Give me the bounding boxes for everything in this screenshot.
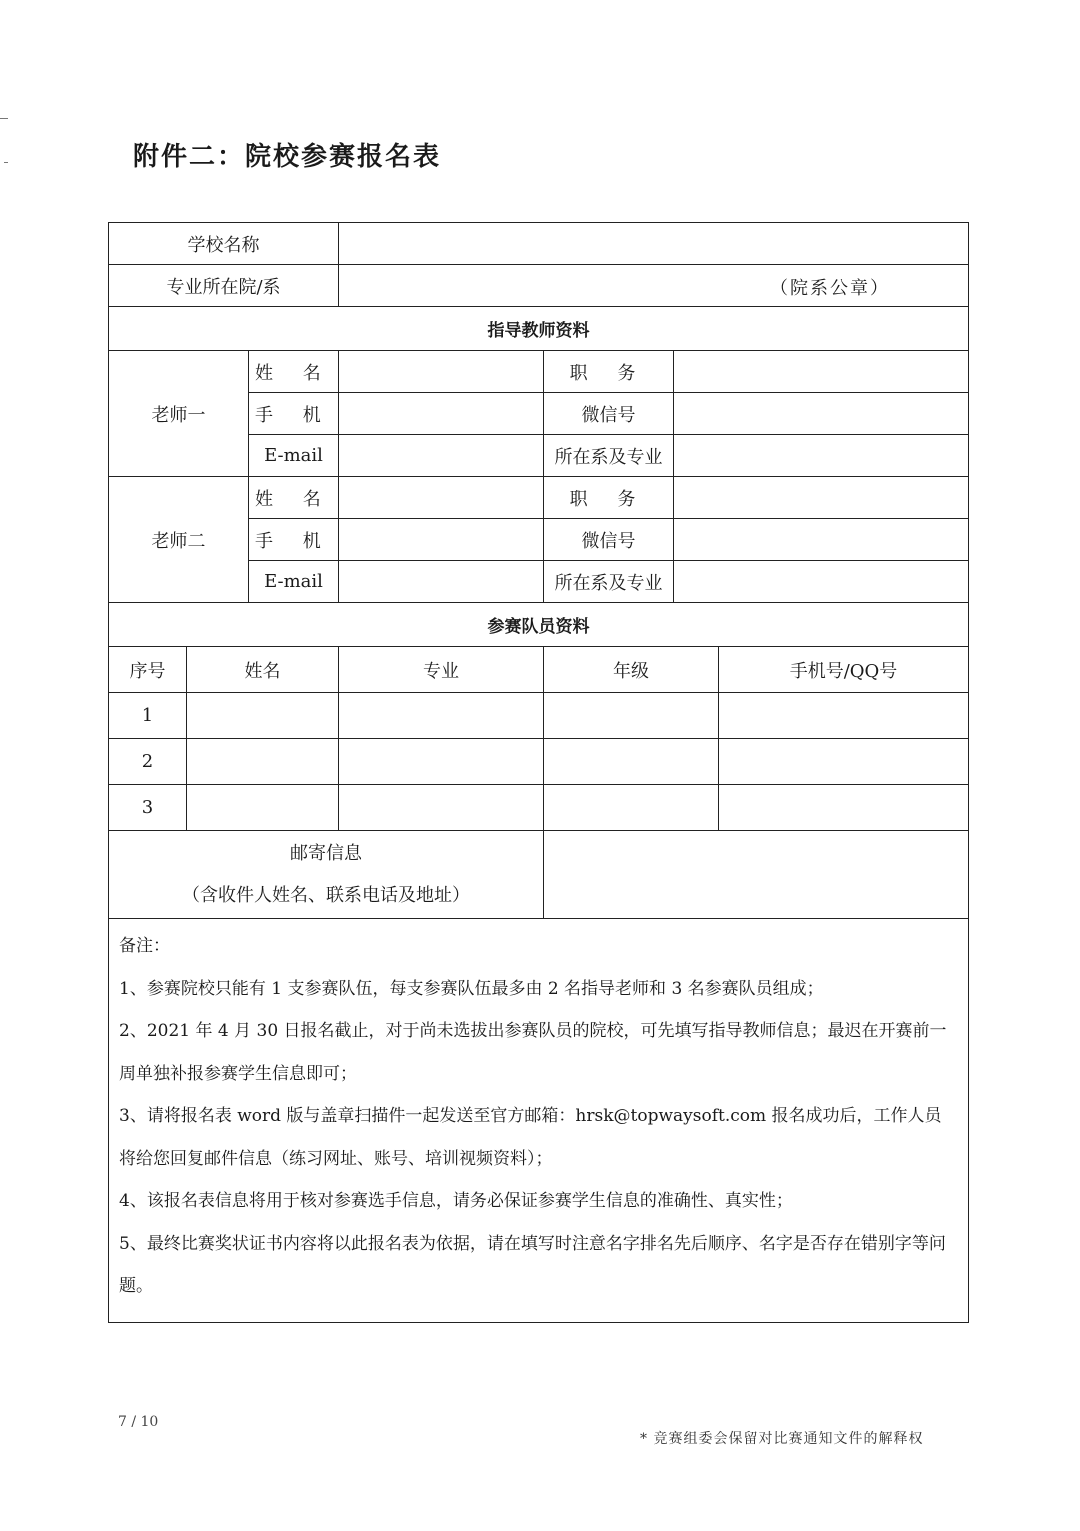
member-name-field[interactable] xyxy=(187,739,339,785)
mailing-field[interactable] xyxy=(544,831,969,919)
field-label: E-mail xyxy=(249,435,339,477)
teacher-row xyxy=(109,351,969,393)
scan-mark xyxy=(0,118,8,119)
teacher-row xyxy=(109,477,969,519)
member-grade-field[interactable] xyxy=(544,785,719,831)
teacher-post-field[interactable] xyxy=(674,477,969,519)
column-header: 序号 xyxy=(109,647,187,693)
dept-row xyxy=(109,265,969,307)
field-label: 手 机 xyxy=(249,519,339,561)
member-row xyxy=(109,693,969,739)
column-header: 年级 xyxy=(544,647,719,693)
member-major-field[interactable] xyxy=(339,693,544,739)
row-number: 1 xyxy=(109,693,187,739)
field-label: 姓 名 xyxy=(249,477,339,519)
mailing-row xyxy=(109,831,969,919)
mailing-sublabel: （含收件人姓名、联系电话及地址） xyxy=(182,884,470,906)
registration-form xyxy=(108,222,969,1323)
mailing-label: 邮寄信息 xyxy=(290,842,362,864)
teacher-label: 老师二 xyxy=(109,477,249,603)
teacher-section-row xyxy=(109,307,969,351)
page-title: 附件二：院校参赛报名表 xyxy=(133,142,442,172)
field-label: E-mail xyxy=(249,561,339,603)
member-section-title: 参赛队员资料 xyxy=(109,603,969,647)
column-header: 手机号/QQ号 xyxy=(719,647,969,693)
field-label: 职 务 xyxy=(544,477,674,519)
member-grade-field[interactable] xyxy=(544,693,719,739)
seal-note: （院系公章） xyxy=(770,278,891,299)
field-label: 手 机 xyxy=(249,393,339,435)
field-label: 姓 名 xyxy=(249,351,339,393)
teacher-name-field[interactable] xyxy=(339,477,544,519)
member-contact-field[interactable] xyxy=(719,739,969,785)
row-number: 2 xyxy=(109,739,187,785)
field-label: 微信号 xyxy=(544,519,674,561)
teacher-email-field[interactable] xyxy=(339,435,544,477)
teacher-email-field[interactable] xyxy=(339,561,544,603)
note-item: 5、最终比赛奖状证书内容将以此报名表为依据，请在填写时注意名字排名先后顺序、名字是否存在错别字等问题。 xyxy=(119,1233,946,1296)
notes-cell xyxy=(109,919,969,1323)
member-header-row xyxy=(109,647,969,693)
member-contact-field[interactable] xyxy=(719,693,969,739)
note-item: 1、参赛院校只能有 1 支参赛队伍，每支参赛队伍最多由 2 名指导老师和 3 名参赛队员组成； xyxy=(119,978,824,999)
column-header: 姓名 xyxy=(187,647,339,693)
row-number: 3 xyxy=(109,785,187,831)
notes-heading: 备注： xyxy=(119,936,170,956)
member-row xyxy=(109,739,969,785)
member-section-row xyxy=(109,603,969,647)
note-item: 3、请将报名表 word 版与盖章扫描件一起发送至官方邮箱：hrsk@topwaysoft.com 报名成功后，工作人员将给您回复邮件信息（练习网址、账号、培训视频资料）； xyxy=(119,1106,942,1169)
member-grade-field[interactable] xyxy=(544,739,719,785)
member-major-field[interactable] xyxy=(339,785,544,831)
scan-mark xyxy=(4,162,8,163)
teacher-section-title: 指导教师资料 xyxy=(109,307,969,351)
school-name-row xyxy=(109,223,969,265)
member-row xyxy=(109,785,969,831)
member-contact-field[interactable] xyxy=(719,785,969,831)
member-major-field[interactable] xyxy=(339,739,544,785)
note-item: 4、该报名表信息将用于核对参赛选手信息，请务必保证参赛学生信息的准确性、真实性； xyxy=(119,1191,793,1211)
field-label: 所在系及专业 xyxy=(544,561,674,603)
teacher-phone-field[interactable] xyxy=(339,519,544,561)
member-name-field[interactable] xyxy=(187,693,339,739)
teacher-post-field[interactable] xyxy=(674,351,969,393)
note-item: 2、2021 年 4 月 30 日报名截止，对于尚未选拔出参赛队员的院校，可先填写指导教师信息；最迟在开赛前一周单独补报参赛学生信息即可； xyxy=(119,1021,947,1084)
notes-row xyxy=(109,919,969,1323)
teacher-dept-field[interactable] xyxy=(674,435,969,477)
teacher-dept-field[interactable] xyxy=(674,561,969,603)
mailing-label-cell xyxy=(109,831,544,919)
teacher-name-field[interactable] xyxy=(339,351,544,393)
member-name-field[interactable] xyxy=(187,785,339,831)
teacher-wechat-field[interactable] xyxy=(674,519,969,561)
column-header: 专业 xyxy=(339,647,544,693)
footer-note: * 竞赛组委会保留对比赛通知文件的解释权 xyxy=(640,1431,924,1447)
teacher-label: 老师一 xyxy=(109,351,249,477)
school-name-field[interactable] xyxy=(339,223,969,265)
teacher-wechat-field[interactable] xyxy=(674,393,969,435)
field-label: 所在系及专业 xyxy=(544,435,674,477)
dept-label: 专业所在院/系 xyxy=(109,265,339,307)
field-label: 职 务 xyxy=(544,351,674,393)
teacher-phone-field[interactable] xyxy=(339,393,544,435)
dept-field[interactable] xyxy=(339,265,969,307)
school-name-label: 学校名称 xyxy=(109,223,339,265)
field-label: 微信号 xyxy=(544,393,674,435)
page-number: 7 / 10 xyxy=(118,1414,159,1430)
